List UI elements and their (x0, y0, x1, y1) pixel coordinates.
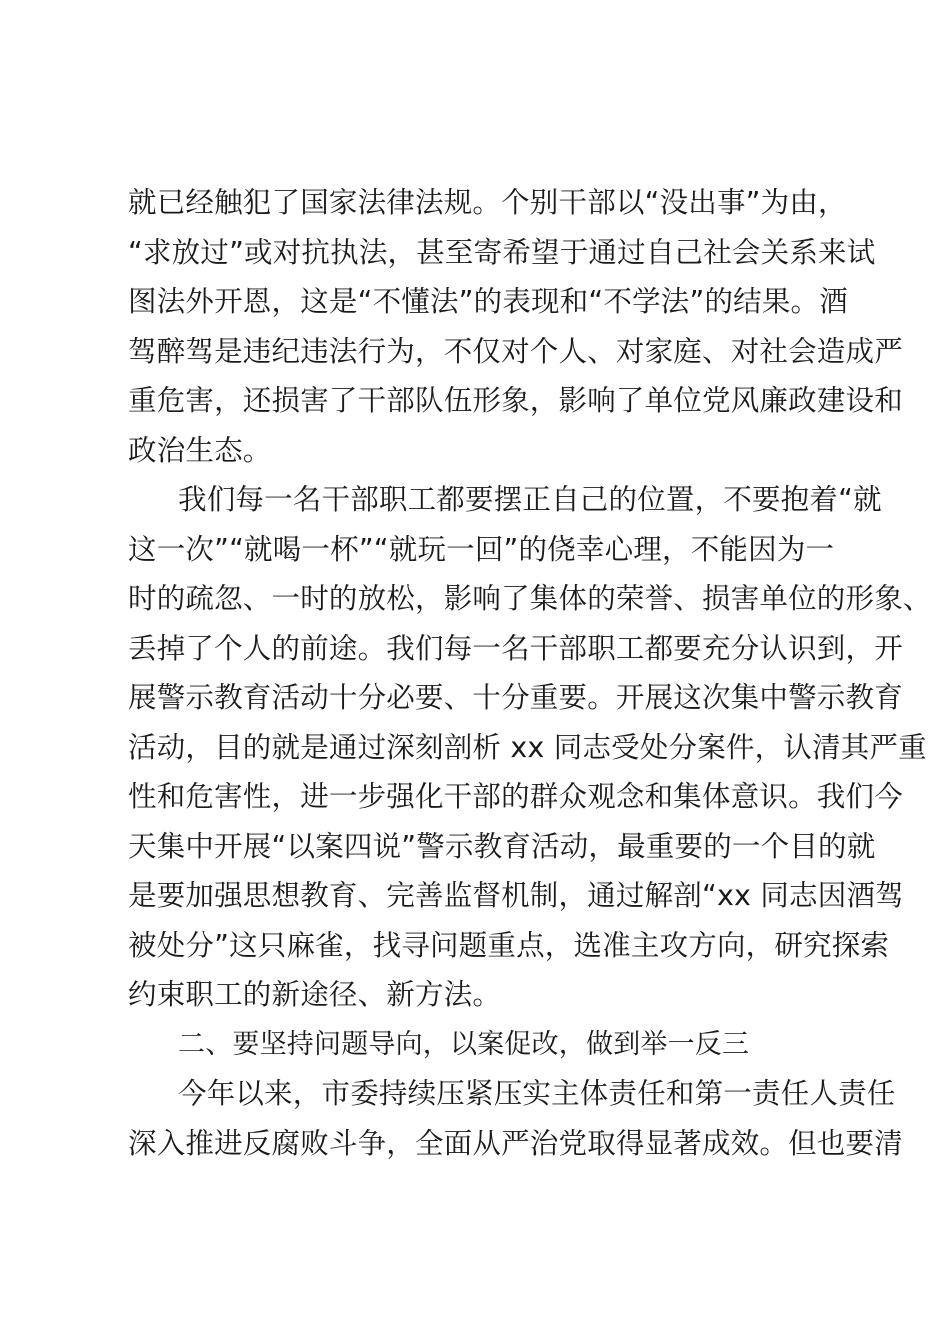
text-line: 约束职工的新途径、新方法。 (128, 978, 502, 1011)
text-line: 今年以来，市委持续压紧压实主体责任和第一责任人责任 (178, 1077, 896, 1110)
text-line: 重危害，还损害了干部队伍形象，影响了单位党风廉政建设和 (128, 384, 903, 417)
text-line: 驾醉驾是违纪违法行为，不仅对个人、对家庭、对社会造成严 (128, 334, 903, 368)
text-line: 性和危害性，进一步强化干部的群众观念和集体意识。我们今 (128, 780, 903, 813)
text-line: 天集中开展“以案四说”警示教育活动，最重要的一个目的就 (128, 829, 876, 863)
text-line: 时的疏忽、一时的放松，影响了集体的荣誉、损害单位的形象、 (128, 582, 932, 615)
text-line: 展警示教育活动十分必要、十分重要。开展这次集中警示教育 (128, 681, 903, 714)
paragraph-3 (128, 1069, 903, 1168)
text-line: “求放过”或对抗执法，甚至寄希望于通过自己社会关系来试 (128, 235, 876, 269)
text-line: 被处分”这只麻雀，找寻问题重点，选准主攻方向，研究探索 (128, 928, 890, 962)
document-body (128, 178, 932, 1168)
text-line: 我们每一名干部职工都要摆正自己的位置，不要抱着“就 (178, 483, 882, 516)
text-line: 图法外开恩，这是“不懂法”的表现和“不学法”的结果。酒 (128, 285, 848, 318)
text-line: 是要加强思想教育、完善监督机制，通过解剖“xx 同志因酒驾 (128, 879, 904, 912)
paragraph-1 (128, 178, 903, 475)
section-heading: 二、要坚持问题导向，以案促改，做到举一反三 (178, 1028, 750, 1060)
text-line: 这一次”“就喝一杯”“就玩一回”的侥幸心理，不能因为一 (128, 532, 835, 566)
text-line: 丢掉了个人的前途。我们每一名干部职工都要充分认识到，开 (128, 631, 903, 665)
paragraph-2 (128, 475, 932, 1020)
text-line: 深入推进反腐败斗争，全面从严治党取得显著成效。但也要清 (128, 1126, 903, 1160)
text-line: 活动，目的就是通过深刻剖析 xx 同志受处分案件，认清其严重 (128, 730, 927, 764)
text-line: 就已经触犯了国家法律法规。个别干部以“没出事”为由， (128, 186, 847, 219)
text-line: 政治生态。 (128, 433, 272, 467)
